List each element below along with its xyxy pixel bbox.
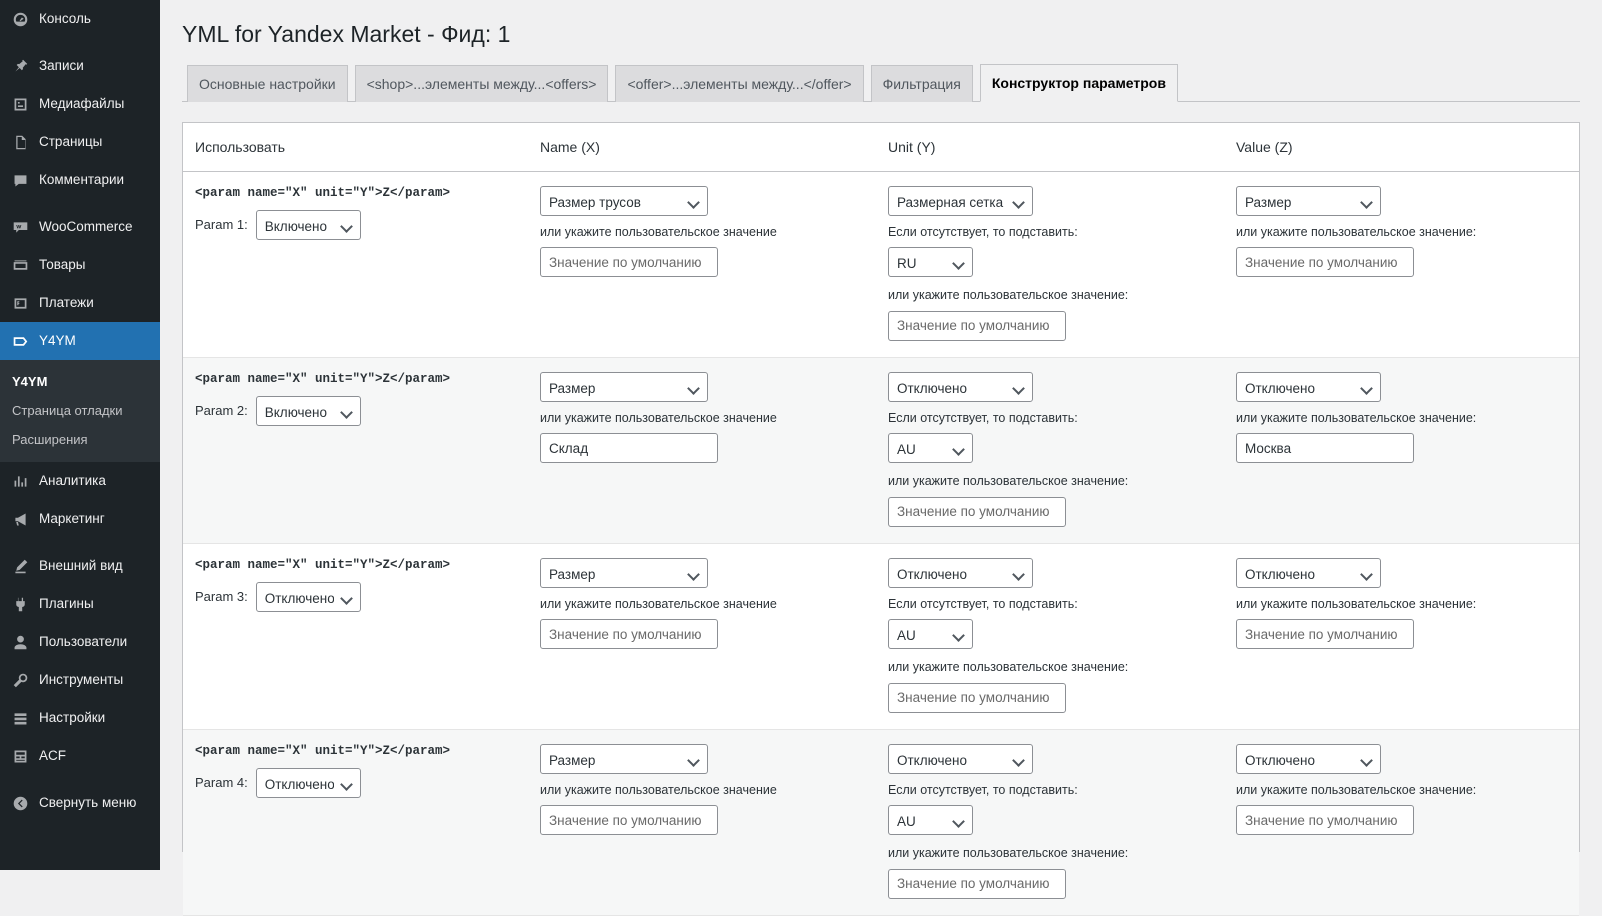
cell-name [528,357,876,543]
sidebar-item-products[interactable] [0,246,160,284]
unit-fallback-select-wrapper [888,247,973,277]
value-select-wrapper [1236,186,1381,216]
name-custom-hint: или укажите пользовательское значение [540,224,777,239]
name-select-wrapper [540,372,708,402]
unit-custom-hint: или укажите пользовательское значение: [888,288,1129,303]
name-custom-hint: или укажите пользовательское значение [540,410,777,425]
cell-value [1224,171,1579,357]
tab-shop-elements[interactable]: <shop>...элементы между...<offers> [355,65,609,102]
name-custom-input[interactable] [540,619,718,649]
unit-custom-hint: или укажите пользовательское значение: [888,474,1129,489]
sidebar-item-label: Плагины [39,596,94,611]
unit-select-wrapper [888,186,1033,216]
sidebar-item-acf[interactable] [0,737,160,775]
unit-select[interactable] [888,372,1033,402]
params-table-container [182,122,1580,861]
sidebar-item-label: Платежи [39,295,94,310]
payments-icon [10,293,30,313]
value-select-wrapper [1236,372,1381,402]
use-select[interactable] [256,210,361,240]
sidebar-item-label: Консоль [39,11,91,26]
tab-bar [182,64,1580,102]
unit-custom-input[interactable] [888,683,1066,713]
tab-offer-elements[interactable]: <offer>...элементы между...</offer> [615,65,863,102]
unit-select-wrapper [888,558,1033,588]
sidebar-item-collapse-menu[interactable] [0,784,160,822]
tab-main-settings[interactable]: Основные настройки [187,65,348,102]
name-select-wrapper [540,558,708,588]
unit-custom-hint: или укажите пользовательское значение: [888,846,1129,861]
sidebar-divider [0,775,160,784]
y4ym-icon [10,331,30,351]
unit-custom-input[interactable] [888,869,1066,899]
name-custom-hint: или укажите пользовательское значение [540,596,777,611]
sidebar-item-analytics[interactable] [0,462,160,500]
sidebar-item-label: Свернуть меню [39,795,137,810]
acf-icon [10,746,30,766]
unit-fallback-select[interactable] [888,805,973,835]
unit-fallback-hint: Если отсутствует, то подставить: [888,782,1078,797]
column-header-value: Value (Z) [1224,123,1579,172]
value-custom-hint: или укажите пользовательское значение: [1236,410,1477,425]
use-select-wrapper [256,210,361,240]
unit-fallback-hint: Если отсутствует, то подставить: [888,410,1078,425]
name-select[interactable] [540,186,708,216]
sidebar-item-console[interactable] [0,0,160,38]
cell-unit [876,171,1224,357]
sidebar-item-comments[interactable] [0,161,160,199]
table-body [183,171,1579,915]
name-select-wrapper [540,186,708,216]
admin-sidebar [0,0,160,870]
sidebar-divider [0,38,160,47]
column-header-name: Name (X) [528,123,876,172]
dashboard-icon [10,9,30,29]
plugins-icon [10,594,30,614]
table-row [183,729,1579,915]
sidebar-item-marketing[interactable] [0,500,160,538]
submenu-item-debug-page[interactable]: Страница отладки [12,403,123,418]
sidebar-item-label: Аналитика [39,473,106,488]
tab-param-constructor[interactable]: Конструктор параметров [980,64,1178,102]
sidebar-item-pages[interactable] [0,123,160,161]
products-icon [10,255,30,275]
table-header [183,123,1579,172]
sidebar-item-label: Внешний вид [39,558,123,573]
unit-fallback-hint: Если отсутствует, то подставить: [888,224,1078,239]
sidebar-divider [0,538,160,547]
sidebar-item-label: Настройки [39,710,106,725]
sidebar-item-label: Маркетинг [39,511,105,526]
unit-fallback-select-wrapper [888,619,973,649]
unit-select-wrapper [888,744,1033,774]
sidebar-item-users[interactable] [0,623,160,661]
sidebar-item-payments[interactable] [0,284,160,322]
cell-value [1224,357,1579,543]
sidebar-item-settings[interactable] [0,699,160,737]
value-custom-input[interactable] [1236,805,1414,835]
unit-select[interactable] [888,186,1033,216]
value-custom-input[interactable] [1236,433,1414,463]
value-custom-hint: или укажите пользовательское значение: [1236,224,1477,239]
sidebar-item-label: Записи [39,58,84,73]
unit-fallback-select[interactable] [888,433,973,463]
cell-value [1224,543,1579,729]
value-custom-input[interactable] [1236,247,1414,277]
sidebar-item-label: Страницы [39,134,103,149]
use-select-wrapper [256,396,361,426]
pin-icon [10,56,30,76]
unit-select-wrapper [888,372,1033,402]
use-select-wrapper [256,768,361,798]
sidebar-item-appearance[interactable] [0,547,160,585]
unit-fallback-hint: Если отсутствует, то подставить: [888,596,1078,611]
params-table [183,123,1579,916]
gear-icon [10,708,30,728]
cell-use [183,171,528,357]
value-select[interactable] [1236,744,1381,774]
unit-custom-input[interactable] [888,311,1066,341]
page-title: YML for Yandex Market - Фид: 1 [182,21,511,47]
sidebar-item-label: Комментарии [39,172,125,187]
cell-unit [876,543,1224,729]
use-select[interactable] [256,582,361,612]
cell-unit [876,357,1224,543]
cell-unit [876,729,1224,915]
name-select-wrapper [540,744,708,774]
value-custom-hint: или укажите пользовательское значение: [1236,782,1477,797]
unit-select[interactable] [888,558,1033,588]
sidebar-item-y4ym[interactable] [0,322,160,360]
sidebar-item-label: Y4YM [39,333,76,348]
param-index-label: Param 2: [195,403,248,419]
sidebar-item-label: Медиафайлы [39,96,125,111]
value-select-wrapper [1236,558,1381,588]
sidebar-item-media[interactable] [0,85,160,123]
cell-value [1224,729,1579,915]
column-header-unit: Unit (Y) [876,123,1224,172]
param-code-template: <param name="X" unit="Y">Z</param> [195,185,451,200]
cell-name [528,543,876,729]
value-select[interactable] [1236,186,1381,216]
woocommerce-icon [10,217,30,237]
name-custom-hint: или укажите пользовательское значение [540,782,777,797]
param-code-template: <param name="X" unit="Y">Z</param> [195,557,451,572]
table-row [183,543,1579,729]
value-select[interactable] [1236,558,1381,588]
name-select[interactable] [540,558,708,588]
tools-icon [10,670,30,690]
pages-icon [10,132,30,152]
table-header-row [183,123,1579,172]
cell-name [528,171,876,357]
unit-fallback-select-wrapper [888,805,973,835]
sidebar-submenu-y4ym [0,360,160,462]
analytics-icon [10,471,30,491]
sidebar-item-label: WooCommerce [39,219,133,234]
value-select[interactable] [1236,372,1381,402]
name-custom-input[interactable] [540,433,718,463]
sidebar-item-posts[interactable] [0,47,160,85]
use-select[interactable] [256,768,361,798]
tab-filtering[interactable]: Фильтрация [871,65,973,102]
param-index-label: Param 3: [195,589,248,605]
name-select[interactable] [540,744,708,774]
sidebar-item-label: Товары [39,257,86,272]
collapse-icon [10,793,30,813]
column-header-use: Использовать [183,123,528,172]
sidebar-divider [0,199,160,208]
media-icon [10,94,30,114]
cell-name [528,729,876,915]
cell-use [183,543,528,729]
use-select-wrapper [256,582,361,612]
use-select[interactable] [256,396,361,426]
cell-use [183,729,528,915]
table-row [183,357,1579,543]
name-custom-input[interactable] [540,247,718,277]
unit-fallback-select-wrapper [888,433,973,463]
unit-select[interactable] [888,744,1033,774]
param-code-template: <param name="X" unit="Y">Z</param> [195,743,451,758]
users-icon [10,632,30,652]
sidebar-item-plugins[interactable] [0,585,160,623]
value-custom-hint: или укажите пользовательское значение: [1236,596,1477,611]
unit-custom-hint: или укажите пользовательское значение: [888,660,1129,675]
submenu-item-extensions[interactable]: Расширения [12,432,88,447]
param-index-label: Param 1: [195,217,248,233]
submenu-item-y4ym[interactable]: Y4YM [12,374,48,389]
param-index-label: Param 4: [195,775,248,791]
value-custom-input[interactable] [1236,619,1414,649]
unit-fallback-select[interactable] [888,247,973,277]
sidebar-item-label: Пользователи [39,634,128,649]
param-code-template: <param name="X" unit="Y">Z</param> [195,371,451,386]
name-custom-input[interactable] [540,805,718,835]
comments-icon [10,170,30,190]
table-row [183,171,1579,357]
sidebar-item-tools[interactable] [0,661,160,699]
cell-use [183,357,528,543]
sidebar-item-label: ACF [39,748,66,763]
main-content [160,0,1602,870]
sidebar-item-label: Инструменты [39,672,124,687]
unit-fallback-select[interactable] [888,619,973,649]
sidebar-item-woocommerce[interactable] [0,208,160,246]
appearance-icon [10,556,30,576]
name-select[interactable] [540,372,708,402]
unit-custom-input[interactable] [888,497,1066,527]
value-select-wrapper [1236,744,1381,774]
marketing-icon [10,509,30,529]
